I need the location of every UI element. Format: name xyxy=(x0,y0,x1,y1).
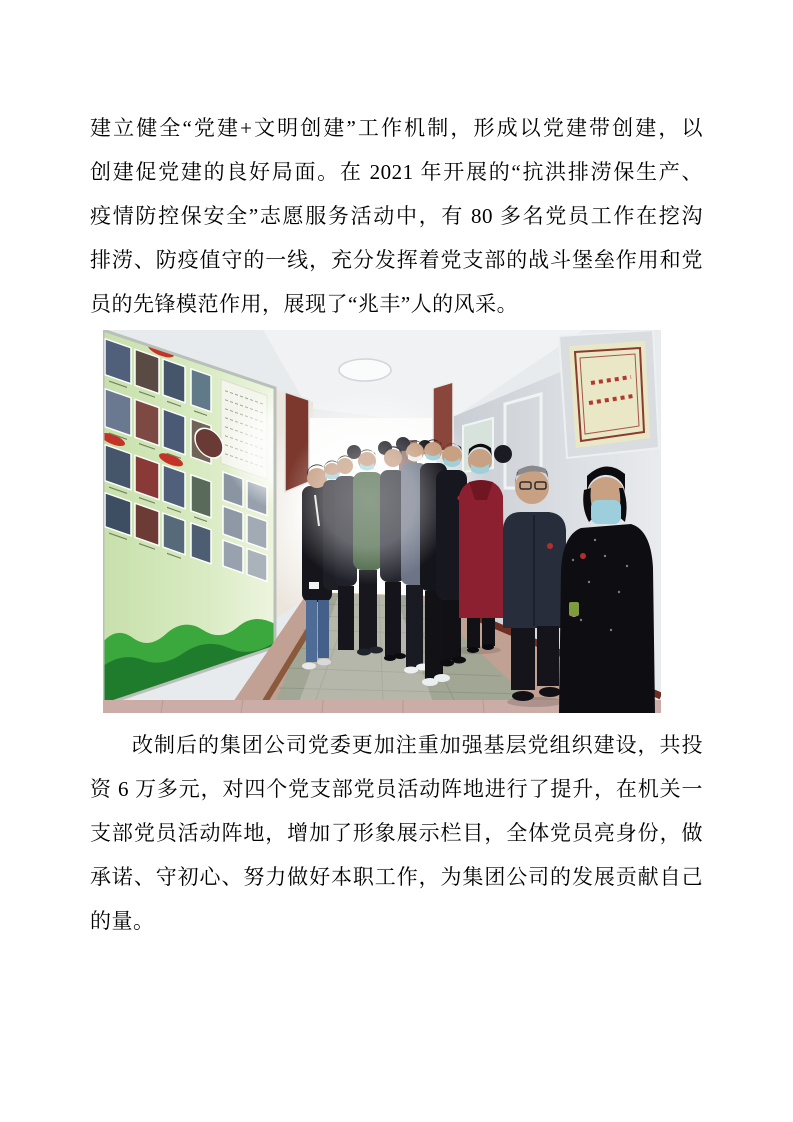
corridor-photo[interactable] xyxy=(103,330,661,713)
backlight-haze xyxy=(284,415,454,585)
text-line: 员的先锋模范作用，展现了“兆丰”人的风采。 xyxy=(90,292,519,316)
text-line: 疫情防控保安全”志愿服务活动中，有 80 多名党员工作在挖沟 xyxy=(90,204,703,228)
text-line: 的量。 xyxy=(90,909,155,933)
ceiling-light xyxy=(339,359,391,381)
text-line: 创建促党建的良好局面。在 2021 年开展的“抗洪排涝保生产、 xyxy=(90,160,703,184)
background-head xyxy=(494,445,512,463)
paragraph-bottom xyxy=(90,723,703,943)
text-line: 资 6 万多元，对四个党支部党员活动阵地进行了提升，在机关一 xyxy=(90,777,703,801)
text-line: 支部党员活动阵地，增加了形象展示栏目，全体党员亮身份，做 xyxy=(90,821,703,845)
photo-illustration xyxy=(103,330,661,713)
text-line: 改制后的集团公司党委更加注重加强基层党组织建设，共投 xyxy=(132,733,703,757)
right-door xyxy=(433,382,453,452)
calligraphy-plaque xyxy=(559,330,659,458)
text-line: 承诺、守初心、努力做好本职工作，为集团公司的发展贡献自己 xyxy=(90,865,703,889)
paragraph-top xyxy=(90,106,703,326)
text-line: 排涝、防疫值守的一线，充分发挥着党支部的战斗堡垒作用和党 xyxy=(90,248,703,272)
text-line: 建立健全“党建+文明创建”工作机制，形成以党建带创建，以 xyxy=(90,116,703,140)
